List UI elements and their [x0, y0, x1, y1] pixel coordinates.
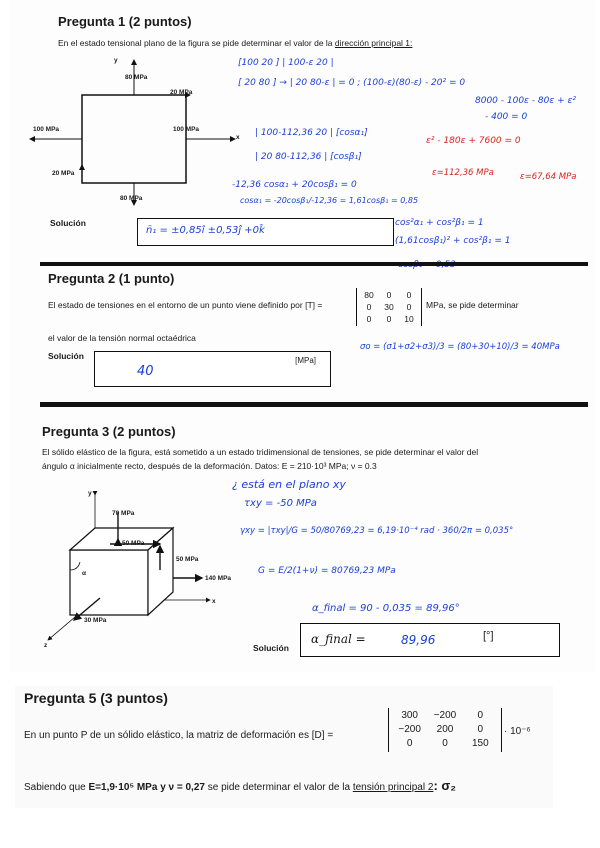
- section-divider-2: [40, 402, 588, 407]
- q2-m12: 0: [406, 302, 412, 312]
- q5-m10: −200: [398, 724, 421, 735]
- q1-work-red-2: ε=112,36 MPa: [432, 168, 494, 178]
- q3-solid-figure: [40, 490, 240, 650]
- q2-m22: 10: [404, 314, 414, 324]
- q3-cube-front: [70, 550, 148, 615]
- q1-work-red-1: ε² - 180ε + 7600 = 0: [426, 136, 521, 146]
- q1-work-4: - 400 = 0: [485, 112, 528, 122]
- q1-work-2: [ 20 80 ] → | 20 80-ε | = 0 ; (100-ε)(80-ε) - 20² = 0: [238, 78, 466, 88]
- q3-solucion-label: Solución: [253, 643, 289, 653]
- q1-prompt-text: En el estado tensional plano de la figura se pide determinar el valor de la: [58, 38, 335, 48]
- q3-work-2: τxy = -50 MPa: [244, 498, 317, 509]
- q1-work-8: cosα₁ = -20cosβ₁/-12,36 = 1,61cosβ₁ = 0,85: [240, 196, 419, 205]
- q5-m00: 300: [401, 710, 418, 721]
- q2-work: σo = (σ1+σ2+σ3)/3 = (80+30+10)/3 = 40MPa: [360, 342, 560, 352]
- q2-prompt: [48, 300, 322, 310]
- q5-m20: 0: [406, 738, 413, 749]
- q1-work-10: (1,61cosβ₁)² + cos²β₁ = 1: [395, 236, 511, 246]
- q3-right-label: 140 MPa: [205, 575, 232, 582]
- q2-m02: 0: [406, 290, 412, 300]
- q3-side-label: 50 MPa: [176, 556, 199, 563]
- q3-answer-box[interactable]: [300, 623, 560, 657]
- q2-title: Pregunta 2 (1 punto): [48, 271, 175, 286]
- q1-element-square: [82, 95, 186, 183]
- q3-answer-label: α_final =: [311, 632, 366, 646]
- q3-x-label: x: [212, 598, 216, 605]
- q1-solucion-label: Solución: [50, 218, 86, 228]
- q5-prompt2-a: Sabiendo que: [24, 782, 89, 793]
- q5-prompt: En un punto P de un sólido elástico, la matriz de deformación es [D] =: [24, 730, 334, 741]
- q1-work-9: cos²α₁ + cos²β₁ = 1: [395, 218, 484, 228]
- q1-left-label: 100 MPa: [33, 126, 60, 133]
- q3-top-label: 70 MPa: [112, 510, 135, 517]
- q2-m21: 0: [386, 314, 392, 324]
- q3-prompt2: ángulo α inicialmente recto, después de la deformación. Datos: E = 210·10³ MPa; ν = 0.3: [42, 461, 377, 471]
- q2-solucion-label: Solución: [48, 351, 84, 361]
- q2-matrix: [356, 288, 422, 326]
- q1-bottom-label: 80 MPa: [120, 195, 143, 202]
- q2-m00: 80: [364, 290, 374, 300]
- q5-m12: 0: [477, 724, 484, 735]
- q1-prompt: [58, 38, 412, 48]
- q1-bottomleft-label: 20 MPa: [52, 170, 75, 177]
- q3-title: Pregunta 3 (2 puntos): [42, 424, 176, 439]
- q5-prompt2-c: se pide determinar el valor de la: [204, 782, 353, 793]
- q2-answer-box[interactable]: [94, 351, 331, 387]
- q2-prompt-text: El estado de tensiones en el entorno de un punto viene definido por [T] =: [48, 300, 323, 310]
- q5-matrix: [388, 708, 502, 752]
- q2-m01: 0: [386, 290, 392, 300]
- q5-prompt2-b: E=1,9·10⁵ MPa y ν = 0,27: [88, 782, 205, 793]
- q3-prompt1: El sólido elástico de la figura, está sometido a un estado tridimensional de tensiones, se pide determinar el valor del: [42, 447, 479, 457]
- q2-m20: 0: [366, 314, 372, 324]
- q5-m02: 0: [477, 710, 484, 721]
- section-divider-1: [40, 262, 588, 266]
- q1-work-6: | 20 80-112,36 | [cosβ₁]: [255, 152, 362, 162]
- q1-y-label: y: [114, 57, 118, 64]
- q2-answer: 40: [137, 364, 154, 379]
- q1-topright-label: 20 MPa: [170, 89, 193, 96]
- q3-diag-label: 30 MPa: [84, 617, 107, 624]
- q5-m11: 200: [436, 724, 454, 735]
- q2-prompt-post: MPa, se pide determinar: [426, 300, 519, 310]
- q3-y-label: y: [88, 490, 92, 497]
- q5-m01: −200: [433, 710, 457, 721]
- q1-x-label: x: [236, 134, 240, 141]
- q2-unit: [MPa]: [295, 356, 316, 365]
- q1-title: Pregunta 1 (2 puntos): [58, 14, 192, 29]
- q5-prompt-post: · 10⁻⁶: [504, 726, 531, 737]
- q3-work-4: G = E/2(1+ν) = 80769,23 MPa: [258, 566, 396, 576]
- q5-prompt2-sym: : σ₂: [433, 778, 457, 793]
- q1-work-1: [100 20 ] | 100-ε 20 |: [238, 58, 334, 68]
- q1-prompt-link: dirección principal 1:: [334, 38, 413, 48]
- q1-answer: n̄₁ = ±0,85î ±0,53ĵ +0k̂: [146, 225, 265, 236]
- q1-right-label: 100 MPa: [173, 126, 200, 133]
- q3-z-label: z: [44, 642, 48, 649]
- q5-prompt2: [24, 778, 456, 793]
- q5-m21: 0: [442, 738, 448, 749]
- q2-m10: 0: [366, 302, 372, 312]
- q3-answer: 89,96: [401, 633, 436, 647]
- q1-work-red-3: ε=67,64 MPa: [520, 172, 577, 182]
- q3-unit: [°]: [483, 630, 494, 642]
- q5-title: Pregunta 5 (3 puntos): [24, 690, 168, 706]
- q3-work-5: α_final = 90 - 0,035 = 89,96°: [312, 603, 460, 614]
- q1-top-label: 80 MPa: [125, 74, 148, 81]
- q3-alpha-label: α: [82, 570, 86, 577]
- q2-m11: 30: [384, 302, 394, 312]
- q3-work-3: γxy = |τxy|/G = 50/80769,23 = 6,19·10⁻⁴ rad · 360/2π = 0,035°: [240, 526, 514, 536]
- q5-prompt2-link: tensión principal 2: [352, 782, 434, 793]
- q3-mid-label: 50 MPa: [122, 540, 145, 547]
- q1-answer-box[interactable]: [137, 218, 394, 246]
- q5-m22: 150: [471, 738, 489, 749]
- q1-work-3: 8000 - 100ε - 80ε + ε²: [475, 96, 576, 106]
- q3-work-1: ¿ está en el plano xy: [232, 478, 346, 491]
- q1-work-5: | 100-112,36 20 | [cosα₁]: [255, 128, 368, 138]
- q2-prompt2: el valor de la tensión normal octaédrica: [48, 333, 196, 343]
- q1-work-7: -12,36 cosα₁ + 20cosβ₁ = 0: [232, 180, 357, 190]
